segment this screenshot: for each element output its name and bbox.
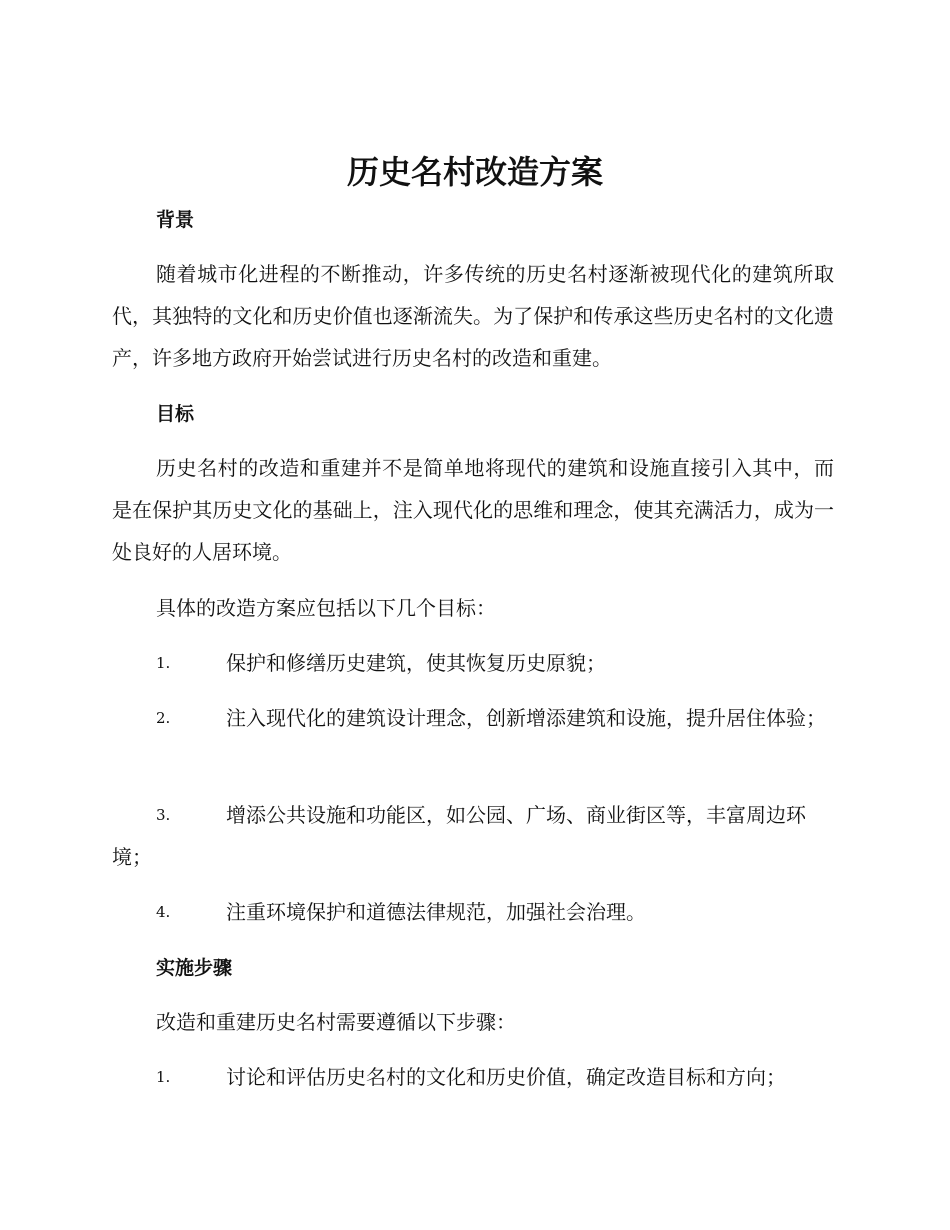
- goal-list-item: [112, 697, 834, 739]
- section-heading-steps: 实施步骤: [156, 957, 233, 979]
- list-number: 2.: [156, 709, 171, 727]
- list-number: 1.: [156, 1068, 171, 1086]
- list-item-text: 增添公共设施和功能区，如公园、广场、商业街区等，丰富周边环境；: [112, 803, 806, 869]
- list-number: 4.: [156, 903, 171, 921]
- section-heading-background: 背景: [156, 209, 195, 231]
- goals-intro-paragraph: 具体的改造方案应包括以下几个目标：: [156, 596, 496, 620]
- steps-intro-paragraph: 改造和重建历史名村需要遵循以下步骤：: [156, 1010, 516, 1034]
- document-title: 历史名村改造方案: [346, 153, 603, 191]
- section-heading-goals: 目标: [156, 403, 195, 425]
- goal-list-item: [112, 794, 834, 878]
- goal-list-item: [112, 891, 834, 933]
- list-number: 3.: [156, 806, 171, 824]
- list-item-text: 讨论和评估历史名村的文化和历史价值，确定改造目标和方向；: [226, 1065, 786, 1089]
- goal-list-item: [112, 642, 834, 684]
- list-item-text: 注入现代化的建筑设计理念，创新增添建筑和设施，提升居住体验；: [226, 706, 826, 730]
- step-list-item: [112, 1056, 834, 1098]
- background-paragraph: 随着城市化进程的不断推动，许多传统的历史名村逐渐被现代化的建筑所取代，其独特的文化和历史价值也逐渐流失。为了保护和传承这些历史名村的文化遗产，许多地方政府开始尝试进行历史名村的改造和重建。: [112, 262, 834, 370]
- list-item-text: 保护和修缮历史建筑，使其恢复历史原貌；: [226, 651, 606, 675]
- list-item-text: 注重环境保护和道德法律规范，加强社会治理。: [226, 900, 646, 924]
- list-number: 1.: [156, 654, 171, 672]
- goals-paragraph: 历史名村的改造和重建并不是简单地将现代的建筑和设施直接引入其中，而是在保护其历史文化的基础上，注入现代化的思维和理念，使其充满活力，成为一处良好的人居环境。: [112, 456, 834, 564]
